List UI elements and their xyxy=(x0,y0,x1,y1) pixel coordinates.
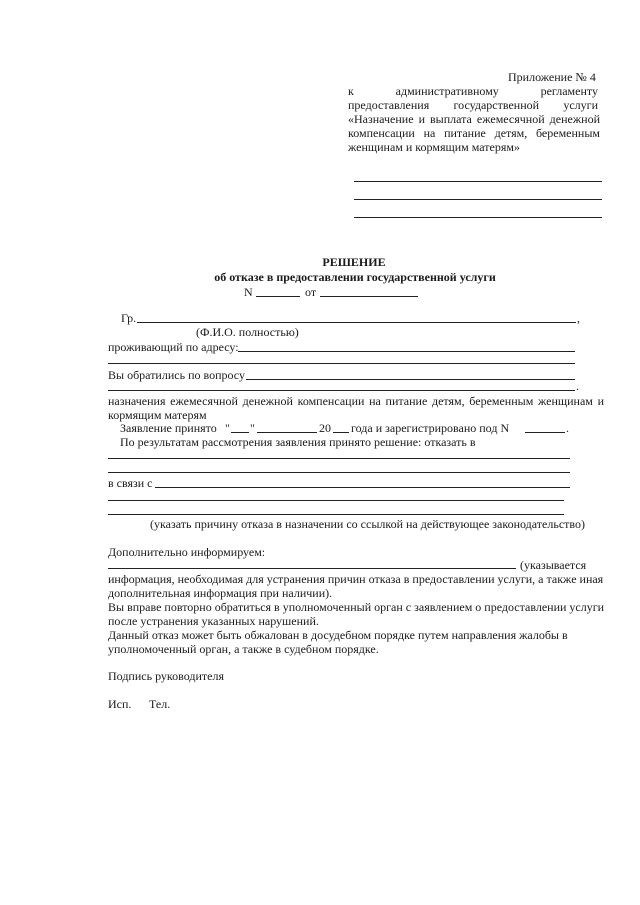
info-line-2: дополнительная информация при наличии). xyxy=(108,586,333,600)
document-title: РЕШЕНИЕ xyxy=(322,255,386,269)
question-blank-1 xyxy=(246,379,575,380)
decision-date-label: от xyxy=(305,285,317,299)
reapply-line-1: Вы вправе повторно обратиться в уполномоченный орган с заявлением о предоставлении услуги xyxy=(108,600,605,614)
decision-date-blank xyxy=(320,296,418,297)
citizen-comma: , xyxy=(577,311,580,325)
question-label: Вы обратились по вопросу xyxy=(108,368,245,382)
citizen-label: Гр. xyxy=(121,311,137,325)
address-blank-2 xyxy=(108,363,575,364)
address-blank-1 xyxy=(238,351,575,352)
appendix-line-1 xyxy=(348,84,598,98)
purpose-line-2: кормящим матерям xyxy=(108,408,207,422)
document-subtitle: об отказе в предоставлении государственной услуги xyxy=(214,270,496,284)
appeal-line-2: уполномоченный орган, а также в судебном порядке. xyxy=(108,642,379,656)
day-blank xyxy=(231,432,249,433)
reason-blank-3 xyxy=(108,514,564,515)
appendix-number: Приложение № 4 xyxy=(508,70,596,84)
application-accepted-label: Заявление принято xyxy=(120,421,217,435)
additional-blank xyxy=(108,568,516,569)
appendix-line-2-c: услуги xyxy=(563,98,598,112)
reason-hint: (указать причину отказа в назначении со ссылкой на действующее законодательство) xyxy=(150,517,585,531)
decision-number-blank xyxy=(256,296,300,297)
decision-number-label: N xyxy=(244,285,253,299)
appendix-line-4: компенсации на питание детям, беременным xyxy=(348,126,600,140)
registered-period: . xyxy=(566,421,569,435)
appendix-line-2 xyxy=(348,98,598,112)
appendix-line-1-a: к xyxy=(348,84,354,98)
registration-number-blank xyxy=(525,432,565,433)
reason-blank-1 xyxy=(155,487,570,488)
date-quote-close: " xyxy=(250,421,255,435)
fio-hint: (Ф.И.О. полностью) xyxy=(196,325,299,339)
address-label: проживающий по адресу: xyxy=(108,340,239,354)
reason-label: в связи с xyxy=(108,476,153,490)
addressee-blank-1 xyxy=(354,181,602,182)
reapply-line-2: после устранения указанных нарушений. xyxy=(108,614,319,628)
appendix-line-2-a: предоставления xyxy=(348,98,430,112)
appendix-line-5: женщинам и кормящим матерям» xyxy=(348,140,520,154)
appendix-line-1-b: административному xyxy=(395,84,499,98)
question-period: . xyxy=(576,379,579,393)
registered-label: года и зарегистрировано под N xyxy=(351,421,510,435)
additional-heading: Дополнительно информируем: xyxy=(108,545,266,559)
refusal-blank-1 xyxy=(108,458,570,459)
month-blank xyxy=(257,432,317,433)
year-blank xyxy=(333,432,349,433)
signature-label: Подпись руководителя xyxy=(108,669,224,683)
info-line-1: информация, необходимая для устранения причин отказа в предоставлении услуги, а также иная xyxy=(108,572,604,586)
citizen-name-blank xyxy=(137,322,576,323)
question-blank-2 xyxy=(108,390,575,391)
executor-label: Исп. xyxy=(108,697,132,711)
appendix-line-3: «Назначение и выплата ежемесячной денежной xyxy=(348,112,600,126)
result-text: По результатам рассмотрения заявления принято решение: отказать в xyxy=(120,435,476,449)
year-prefix: 20 xyxy=(319,421,331,435)
refusal-blank-2 xyxy=(108,472,570,473)
addressee-blank-3 xyxy=(354,217,602,218)
reason-blank-2 xyxy=(108,500,564,501)
phone-label: Тел. xyxy=(149,697,171,711)
appendix-line-1-c: регламенту xyxy=(540,84,598,98)
purpose-line-1: назначения ежемесячной денежной компенсации на питание детям, беременным женщинам и xyxy=(108,394,604,408)
specified-text: (указывается xyxy=(520,558,587,572)
appendix-line-2-b: государственной xyxy=(453,98,540,112)
addressee-blank-2 xyxy=(354,199,602,200)
appeal-line-1: Данный отказ может быть обжалован в досудебном порядке путем направления жалобы в xyxy=(108,628,568,642)
date-quote-open: " xyxy=(225,421,230,435)
